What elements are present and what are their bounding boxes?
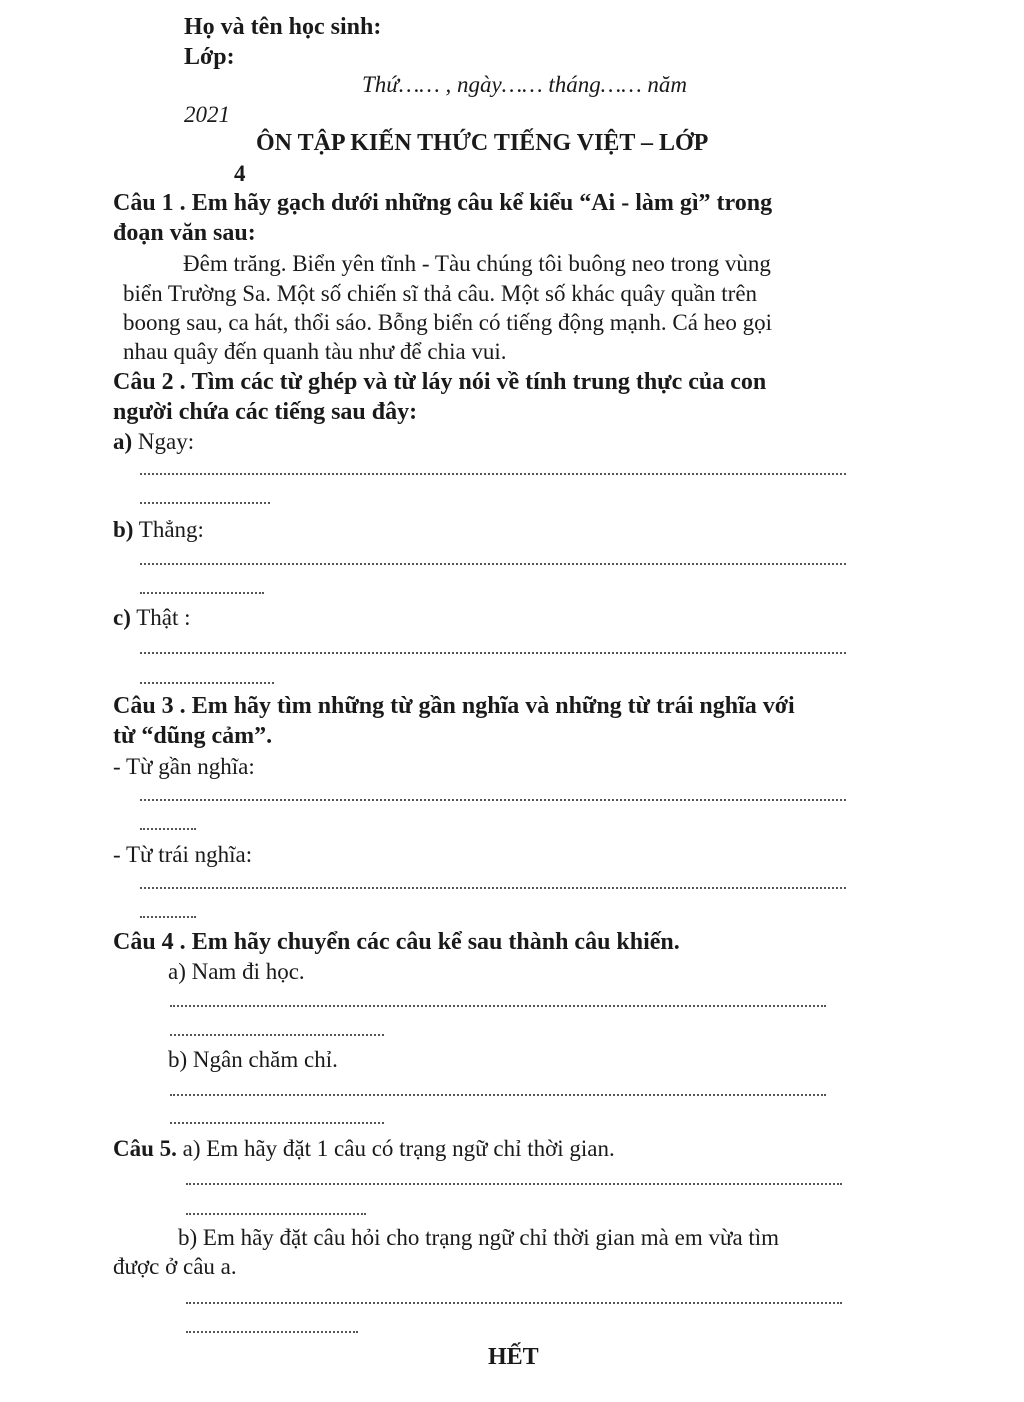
- item-4b: b) Ngân chăm chỉ.: [168, 1047, 338, 1072]
- near-synonyms-label: - Từ gần nghĩa:: [113, 754, 255, 779]
- answer-line[interactable]: [140, 887, 846, 889]
- answer-line[interactable]: [140, 592, 264, 594]
- date-line: Thứ…… , ngày…… tháng…… năm: [362, 72, 687, 97]
- question-1-text: Em hãy gạch dưới những câu kể kiểu “Ai - làm gì” trong: [191, 190, 773, 216]
- answer-line[interactable]: [140, 828, 196, 830]
- item-4a: a) Nam đi học.: [168, 959, 305, 984]
- page-title-grade: 4: [234, 161, 246, 186]
- passage-line: nhau quây đến quanh tàu như để chia vui.: [123, 339, 507, 364]
- question-2-label: Câu 2 .: [113, 369, 186, 395]
- answer-line[interactable]: [186, 1331, 358, 1333]
- student-name-label: Họ và tên học sinh:: [184, 14, 382, 40]
- passage-line: Đêm trăng. Biển yên tĩnh - Tàu chúng tôi buông neo trong vùng: [183, 251, 771, 276]
- item-c-label: c): [113, 605, 131, 630]
- question-3-text: Em hãy tìm những từ gần nghĩa và những từ trái nghĩa với: [191, 693, 795, 719]
- question-1-prompt: [113, 191, 772, 215]
- question-5-label: Câu 5.: [113, 1136, 177, 1161]
- class-label: Lớp:: [184, 44, 235, 70]
- question-3-prompt: [113, 694, 795, 718]
- item-b: [113, 518, 204, 541]
- item-a: [113, 430, 194, 453]
- item-c: [113, 606, 191, 629]
- question-2-text: Tìm các từ ghép và từ láy nói về tính trung thực của con: [191, 369, 767, 395]
- answer-line[interactable]: [170, 1005, 826, 1007]
- item-5b-cont: được ở câu a.: [113, 1254, 237, 1279]
- answer-line[interactable]: [170, 1034, 384, 1036]
- question-4-prompt: [113, 930, 680, 954]
- question-1-label: Câu 1 .: [113, 190, 186, 216]
- answer-line[interactable]: [170, 1094, 826, 1096]
- item-b-text: Thẳng:: [138, 517, 204, 542]
- question-3-label: Câu 3 .: [113, 693, 186, 719]
- passage-line: boong sau, ca hát, thổi sáo. Bỗng biển có tiếng động mạnh. Cá heo gọi: [123, 310, 772, 335]
- page-title: ÔN TẬP KIẾN THỨC TIẾNG VIỆT – LỚP: [256, 130, 709, 156]
- item-c-text: Thật :: [136, 605, 191, 630]
- item-a-text: Ngay:: [137, 429, 195, 454]
- item-b-label: b): [113, 517, 134, 542]
- question-1-text-cont: đoạn văn sau:: [113, 220, 256, 246]
- answer-line[interactable]: [140, 916, 196, 918]
- question-2-text-cont: người chứa các tiếng sau đây:: [113, 399, 418, 425]
- answer-line[interactable]: [186, 1183, 842, 1185]
- item-a-label: a): [113, 429, 133, 454]
- antonyms-label: - Từ trái nghĩa:: [113, 842, 253, 867]
- passage-line: biển Trường Sa. Một số chiến sĩ thả câu. Một số khác quây quần trên: [123, 281, 758, 306]
- answer-line[interactable]: [140, 652, 846, 654]
- question-2-prompt: [113, 370, 766, 394]
- answer-line[interactable]: [140, 502, 270, 504]
- question-3-text-cont: từ “dũng cảm”.: [113, 723, 273, 749]
- answer-line[interactable]: [140, 682, 274, 684]
- year: 2021: [184, 102, 230, 127]
- answer-line[interactable]: [170, 1122, 384, 1124]
- question-5-text: a) Em hãy đặt 1 câu có trạng ngữ chỉ thời gian.: [182, 1136, 615, 1161]
- end-marker: HẾT: [488, 1344, 539, 1370]
- answer-line[interactable]: [186, 1213, 366, 1215]
- answer-line[interactable]: [140, 473, 846, 475]
- answer-line[interactable]: [140, 799, 846, 801]
- question-4-label: Câu 4 .: [113, 929, 186, 955]
- question-4-text: Em hãy chuyển các câu kể sau thành câu khiến.: [191, 929, 680, 955]
- answer-line[interactable]: [186, 1302, 842, 1304]
- item-5b: b) Em hãy đặt câu hỏi cho trạng ngữ chỉ thời gian mà em vừa tìm: [178, 1225, 780, 1250]
- answer-line[interactable]: [140, 563, 846, 565]
- question-5-prompt: [113, 1137, 615, 1160]
